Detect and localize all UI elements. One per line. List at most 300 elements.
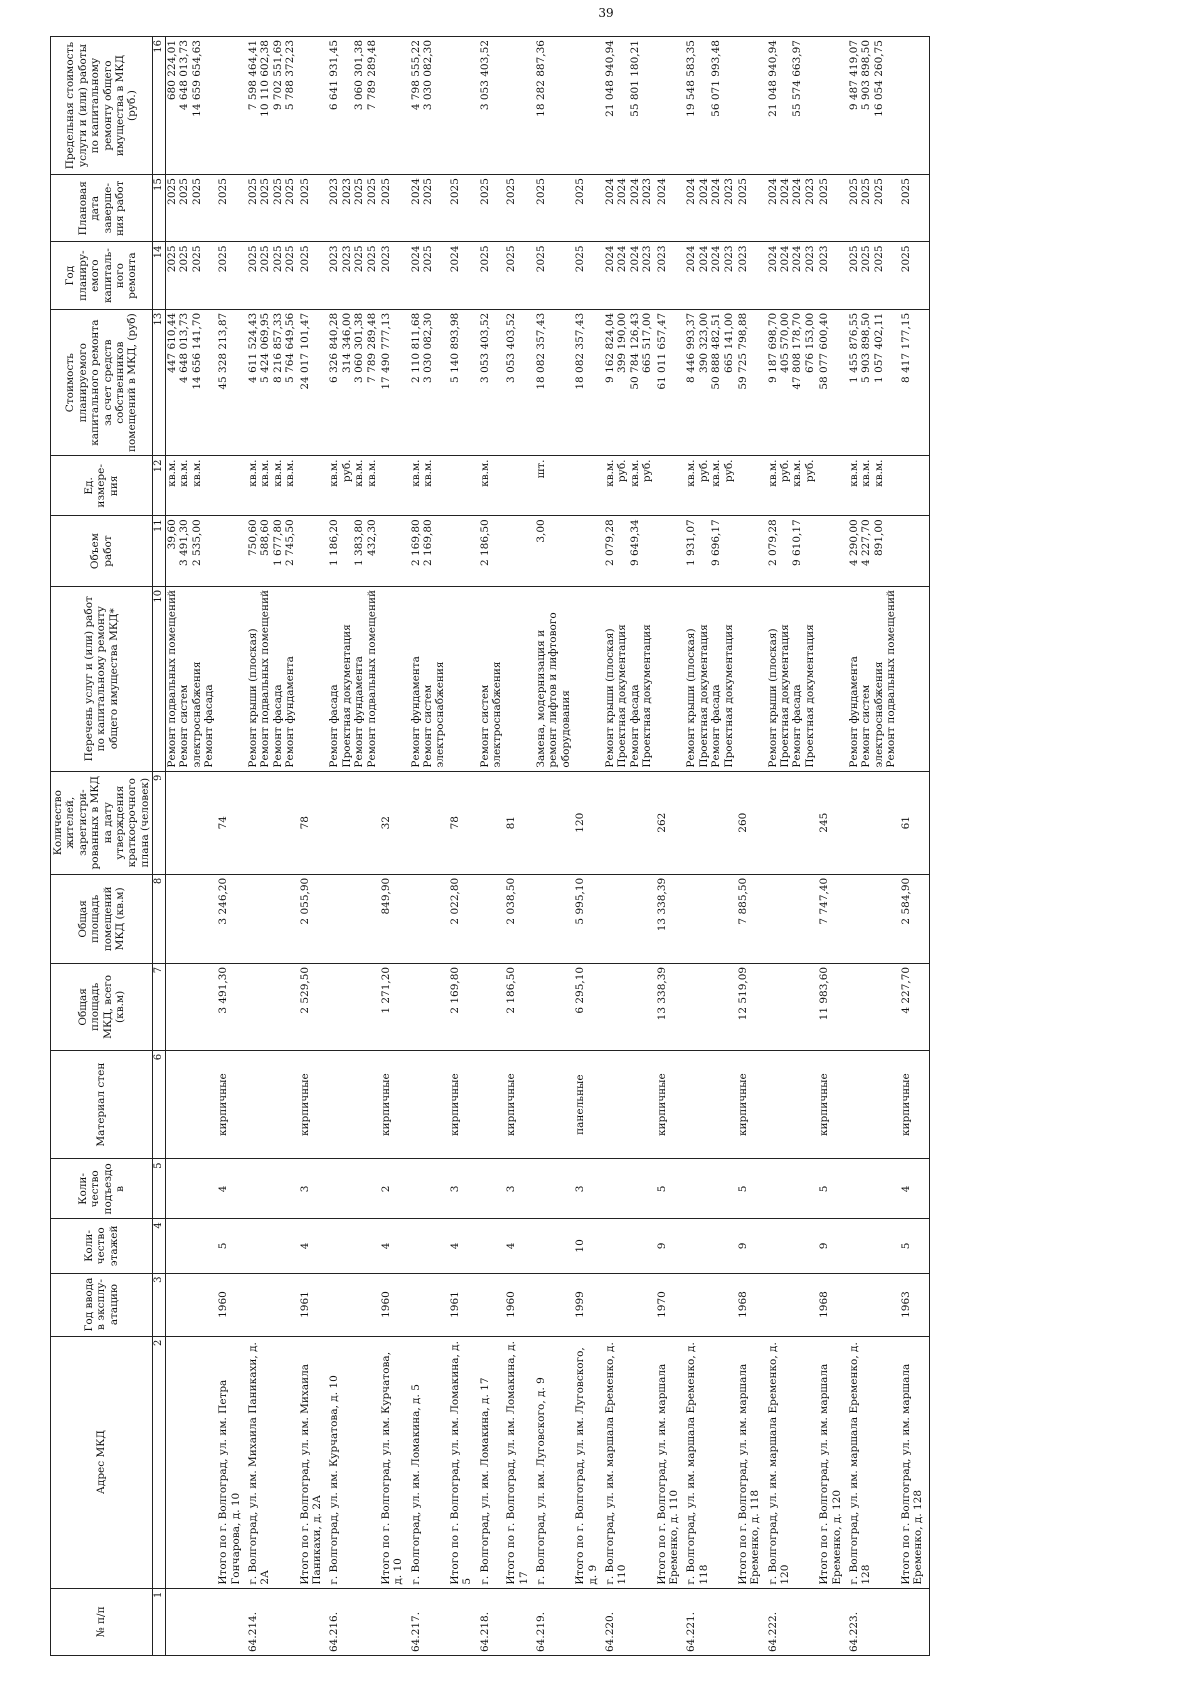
work-year: 2025 (872, 245, 885, 273)
cell (848, 309, 899, 456)
cell (379, 1588, 410, 1655)
work-vol (641, 519, 653, 583)
total-floors: 5 (217, 1242, 230, 1250)
cell (604, 37, 655, 175)
work-unit: кв.м. (422, 459, 435, 487)
total-area: 13 338,39 (655, 966, 668, 1021)
total-cost: 45 328 213,87 (217, 312, 230, 390)
cell (535, 1050, 573, 1159)
work-end: 2024 (697, 178, 710, 205)
work-end: 2024 (604, 178, 617, 205)
total-mat: кирпичные (298, 1073, 311, 1137)
total-ent: 5 (736, 1185, 749, 1193)
cell (247, 309, 298, 456)
cell (848, 1050, 899, 1159)
column-number: 9 (153, 771, 166, 874)
cell (767, 874, 818, 963)
row-number: 64.223. (847, 1611, 860, 1652)
cell (379, 1336, 410, 1588)
cell (848, 37, 899, 175)
cell (685, 1273, 736, 1336)
work-cost: 18 082 357,43 (535, 312, 548, 390)
cell (298, 516, 329, 587)
row-number: 64.214. (247, 1611, 260, 1652)
cell (165, 309, 216, 456)
cell (379, 516, 410, 587)
cell (848, 175, 899, 242)
cell (685, 586, 736, 771)
cell (573, 963, 604, 1050)
cell (848, 516, 899, 587)
cell (535, 37, 573, 175)
work-limit: 3 030 082,30 (422, 40, 435, 111)
work-name: Ремонт фасада (710, 684, 723, 768)
work-unit: кв.м. (766, 459, 779, 487)
cell (685, 1159, 736, 1219)
work-unit: кв.м. (284, 459, 297, 487)
work-unit: кв.м. (247, 459, 260, 487)
total-res: 32 (379, 816, 392, 830)
work-cost: 3 053 403,52 (478, 312, 491, 383)
work-unit: руб. (722, 459, 735, 483)
house-address: г. Волгоград, ул. им. Курчатова, д. 10 (328, 1375, 341, 1585)
cell (655, 1159, 686, 1219)
work-limit: 3 053 403,52 (478, 40, 491, 111)
total-y: 2023 (379, 245, 392, 273)
cell (899, 1588, 930, 1655)
total-addr: Итого по г. Волгоград, ул. им. Ломакина, д. 5 (448, 1341, 474, 1585)
cell (573, 771, 604, 874)
work-name: Проектная документация (340, 624, 353, 768)
cell (165, 586, 216, 771)
cell (479, 175, 505, 242)
work-end: 2023 (641, 178, 654, 205)
total-row (504, 37, 535, 1656)
column-header: Коли-чество подъездо в (51, 1159, 153, 1219)
work-limit: 5 903 898,50 (860, 40, 873, 111)
work-year: 2023 (803, 245, 816, 273)
work-limit: 10 110 602,38 (259, 40, 272, 117)
work-unit: кв.м. (328, 459, 341, 487)
work-vol: 1 383,80 (353, 519, 366, 567)
total-area: 2 186,50 (505, 966, 518, 1014)
cell (817, 516, 848, 587)
work-limit (641, 40, 653, 171)
row-number: 64.221. (685, 1611, 698, 1652)
cell (736, 37, 767, 175)
total-y: 2023 (655, 245, 668, 273)
cell (216, 1050, 247, 1159)
work-unit: кв.м. (685, 459, 698, 487)
cell (604, 1336, 655, 1588)
cell (328, 586, 379, 771)
work-limit: 21 048 940,94 (766, 40, 779, 117)
work-name: Ремонт фасада (202, 684, 215, 768)
work-year: 2024 (697, 245, 710, 273)
work-year: 2025 (165, 245, 178, 273)
cell (573, 1219, 604, 1273)
work-year: 2024 (710, 245, 723, 273)
cell (899, 1050, 930, 1159)
cell (247, 1336, 298, 1588)
work-unit: кв.м. (271, 459, 284, 487)
total-year: 1961 (448, 1291, 461, 1318)
cell (328, 242, 379, 309)
cell (504, 1050, 535, 1159)
cell (848, 771, 899, 874)
work-vol: 2 079,28 (766, 519, 779, 567)
cell (216, 1219, 247, 1273)
total-addr: Итого по г. Волгоград, ул. им. маршала Еременко, д. 118 (736, 1363, 762, 1585)
cell (573, 456, 604, 516)
work-vol: 9 696,17 (710, 519, 723, 567)
cell (573, 37, 604, 175)
total-row (817, 37, 848, 1656)
cell (479, 1219, 505, 1273)
total-y: 2024 (448, 245, 461, 273)
cell (848, 456, 899, 516)
work-year: 2025 (353, 245, 366, 273)
cell (736, 1588, 767, 1655)
cell (216, 963, 247, 1050)
cell (604, 456, 655, 516)
column-header: Стоимость планируемого капитального ремонта за счет средств собственников помещений в МКД, (руб) (51, 309, 153, 456)
work-year: 2024 (791, 245, 804, 273)
cell (535, 771, 573, 874)
house-row (535, 37, 573, 1656)
work-end: 2024 (409, 178, 422, 205)
total-row (379, 37, 410, 1656)
cell (604, 1050, 655, 1159)
cell (899, 242, 930, 309)
cell (216, 456, 247, 516)
cell (504, 771, 535, 874)
cell (535, 1336, 573, 1588)
cell (685, 1219, 736, 1273)
cell (216, 874, 247, 963)
cell (736, 586, 767, 771)
cell (328, 175, 379, 242)
work-end: 2024 (710, 178, 723, 205)
cell (767, 586, 818, 771)
column-header: Год планиру-емого капиталь-ного ремонта (51, 242, 153, 309)
total-floors: 4 (505, 1242, 518, 1250)
work-year: 2025 (478, 245, 491, 273)
row-number: 64.218. (478, 1611, 491, 1652)
total-addr: Итого по г. Волгоград, ул. им. Михаила Паникахи, д. 2А (298, 1363, 324, 1585)
cell (685, 1588, 736, 1655)
work-end: 2025 (259, 178, 272, 205)
cell (379, 1219, 410, 1273)
work-limit: 3 060 301,38 (353, 40, 366, 111)
total-row (736, 37, 767, 1656)
work-name: Ремонт фасада (271, 684, 284, 768)
cell (573, 1273, 604, 1336)
work-end: 2023 (328, 178, 341, 205)
cell (448, 242, 479, 309)
total-e: 2025 (217, 178, 230, 205)
cell (379, 175, 410, 242)
total-res: 245 (818, 812, 831, 833)
cell (504, 516, 535, 587)
cell (817, 1219, 848, 1273)
house-row (767, 37, 818, 1656)
cell (736, 963, 767, 1050)
cell (448, 1336, 479, 1588)
work-name: Ремонт фундамента (353, 656, 366, 768)
total-area2: 7 885,50 (736, 877, 749, 925)
table-body (165, 37, 929, 1656)
work-unit: кв.м. (190, 459, 203, 487)
total-cost: 5 140 893,98 (448, 312, 461, 383)
cell (379, 1050, 410, 1159)
total-year: 1968 (818, 1291, 831, 1318)
work-end: 2025 (535, 178, 548, 205)
work-end: 2023 (340, 178, 353, 205)
work-vol (723, 519, 735, 583)
cell (479, 1159, 505, 1219)
cell (604, 516, 655, 587)
work-cost: 6 326 840,28 (328, 312, 341, 383)
total-cost: 24 017 101,47 (298, 312, 311, 390)
total-floors: 9 (655, 1242, 668, 1250)
work-unit: руб. (616, 459, 629, 483)
cell (899, 963, 930, 1050)
total-row (216, 37, 247, 1656)
work-limit (698, 40, 710, 171)
cell (535, 175, 573, 242)
work-name: Ремонт фасада (328, 684, 341, 768)
work-vol: 1 186,20 (328, 519, 341, 567)
cell (848, 874, 899, 963)
cell (655, 242, 686, 309)
work-vol (804, 519, 816, 583)
work-limit: 56 071 993,48 (710, 40, 723, 117)
cell (899, 586, 930, 771)
work-unit: кв.м. (259, 459, 272, 487)
cell (328, 1588, 379, 1655)
cell (767, 963, 818, 1050)
total-row (899, 37, 930, 1656)
work-limit (723, 40, 735, 171)
total-area2: 5 995,10 (574, 877, 587, 925)
cell (298, 456, 329, 516)
work-end: 2025 (284, 178, 297, 205)
work-name: Ремонт крыши (плоская) (766, 628, 779, 768)
column-number: 15 (153, 175, 166, 242)
cell (504, 1588, 535, 1655)
work-cost: 47 808 178,70 (791, 312, 804, 390)
work-unit: руб. (641, 459, 654, 483)
work-vol: 891,00 (872, 519, 885, 556)
work-year: 2024 (628, 245, 641, 273)
cell (410, 1588, 448, 1655)
cell (328, 1050, 379, 1159)
total-year: 1960 (505, 1291, 518, 1318)
cell (504, 456, 535, 516)
cell (410, 1050, 448, 1159)
cell (685, 874, 736, 963)
work-cost: 665 141,00 (722, 312, 735, 373)
cell (165, 37, 216, 175)
cell (328, 1219, 379, 1273)
cell (298, 1219, 329, 1273)
work-end: 2023 (722, 178, 735, 205)
column-header: Общая площадь МКД, всего (кв.м) (51, 963, 153, 1050)
total-row (448, 37, 479, 1656)
total-mat: кирпичные (899, 1073, 912, 1137)
cell (448, 1273, 479, 1336)
work-end: 2024 (616, 178, 629, 205)
cell (328, 456, 379, 516)
cell (655, 586, 686, 771)
total-res: 120 (574, 812, 587, 833)
work-name: Ремонт фундамента (409, 656, 422, 768)
cell (216, 175, 247, 242)
work-name: Проектная документация (779, 624, 792, 768)
total-y: 2025 (217, 245, 230, 273)
work-cost: 2 110 811,68 (409, 312, 422, 383)
cell (767, 516, 818, 587)
cell (247, 1273, 298, 1336)
work-year: 2023 (641, 245, 654, 273)
cell (535, 456, 573, 516)
work-limit: 9 702 551,69 (271, 40, 284, 111)
work-vol: 2 186,50 (478, 519, 491, 567)
cell (817, 1336, 848, 1588)
cell (504, 37, 535, 175)
cell (410, 874, 448, 963)
work-unit: кв.м. (872, 459, 885, 487)
cell (165, 1588, 216, 1655)
row-number: 64.216. (328, 1611, 341, 1652)
work-cost: 665 517,00 (641, 312, 654, 373)
work-limit: 4 648 013,73 (178, 40, 191, 111)
cell (379, 586, 410, 771)
column-number: 12 (153, 456, 166, 516)
total-area2: 2 038,50 (505, 877, 518, 925)
cell (685, 963, 736, 1050)
cell (504, 1273, 535, 1336)
column-header: Общая площадь помещений МКД (кв.м) (51, 874, 153, 963)
house-address: г. Волгоград, ул. им. маршала Еременко, д. 128 (847, 1342, 873, 1585)
column-number: 4 (153, 1219, 166, 1273)
cell (410, 1273, 448, 1336)
column-number: 16 (153, 37, 166, 175)
house-row (479, 37, 505, 1656)
work-unit: руб. (779, 459, 792, 483)
cell (448, 963, 479, 1050)
cell (165, 874, 216, 963)
cell (848, 1273, 899, 1336)
house-row (410, 37, 448, 1656)
work-cost: 1 057 402,11 (872, 312, 885, 383)
work-year: 2024 (685, 245, 698, 273)
cell (848, 1588, 899, 1655)
cell (379, 1159, 410, 1219)
column-header: Плановая дата заверше-ния работ (51, 175, 153, 242)
work-cost: 7 789 289,48 (365, 312, 378, 383)
total-area2: 7 747,40 (818, 877, 831, 925)
total-floors: 9 (818, 1242, 831, 1250)
cell (479, 516, 505, 587)
total-e: 2025 (298, 178, 311, 205)
work-name: Ремонт систем электроснабжения (478, 661, 503, 768)
cell (736, 1159, 767, 1219)
total-row (298, 37, 329, 1656)
total-res: 81 (505, 816, 518, 830)
total-area: 6 295,10 (574, 966, 587, 1014)
cell (767, 37, 818, 175)
column-header: Год ввода в эксплу-атацию (51, 1273, 153, 1336)
cell (410, 37, 448, 175)
work-unit: шт. (535, 459, 548, 479)
work-name: Замена, модернизация и ремонт лифтов и лифтового оборудования (535, 612, 572, 768)
work-vol: 1 931,07 (685, 519, 698, 567)
total-mat: кирпичные (448, 1073, 461, 1137)
work-limit: 55 574 663,97 (791, 40, 804, 117)
work-year: 2025 (271, 245, 284, 273)
total-area2: 2 022,80 (448, 877, 461, 925)
cell (298, 1159, 329, 1219)
work-year: 2023 (340, 245, 353, 273)
total-year: 1961 (298, 1291, 311, 1318)
total-floors: 5 (899, 1242, 912, 1250)
cell (247, 456, 298, 516)
house-address: г. Волгоград, ул. им. Луговского, д. 9 (535, 1377, 548, 1585)
column-number-row (153, 37, 166, 1656)
cell (216, 37, 247, 175)
cell (216, 1273, 247, 1336)
cell (410, 963, 448, 1050)
cell (685, 456, 736, 516)
cell (899, 1159, 930, 1219)
total-addr: Итого по г. Волгоград, ул. им. Курчатова, д. 10 (379, 1351, 405, 1585)
work-unit: кв.м. (604, 459, 617, 487)
work-limit: 680 224,01 (165, 40, 178, 101)
cell (848, 963, 899, 1050)
cell (479, 1273, 505, 1336)
cell (504, 1159, 535, 1219)
cell (410, 456, 448, 516)
total-year: 1968 (736, 1291, 749, 1318)
cell (535, 1219, 573, 1273)
total-addr: Итого по г. Волгоград, ул. им. маршала Еременко, д. 110 (655, 1363, 680, 1585)
cell (817, 1050, 848, 1159)
cell (298, 37, 329, 175)
total-mat: кирпичные (736, 1073, 749, 1137)
row-number: 64.219. (535, 1611, 548, 1652)
house-row (848, 37, 899, 1656)
work-year: 2025 (259, 245, 272, 273)
cell (410, 516, 448, 587)
cell (479, 1336, 505, 1588)
cell (655, 1588, 686, 1655)
column-header: Перечень услуг и (или) работ по капитальному ремонту общего имущества МКД* (51, 586, 153, 771)
cell (604, 1273, 655, 1336)
cell (604, 1159, 655, 1219)
cell (655, 771, 686, 874)
cell (216, 771, 247, 874)
house-row (685, 37, 736, 1656)
column-header: № п/п (51, 1588, 153, 1655)
work-year: 2023 (328, 245, 341, 273)
total-year: 1963 (899, 1291, 912, 1318)
cell (655, 175, 686, 242)
page-number: 39 (598, 6, 614, 20)
cell (817, 771, 848, 874)
work-name: Ремонт фундамента (847, 656, 860, 768)
